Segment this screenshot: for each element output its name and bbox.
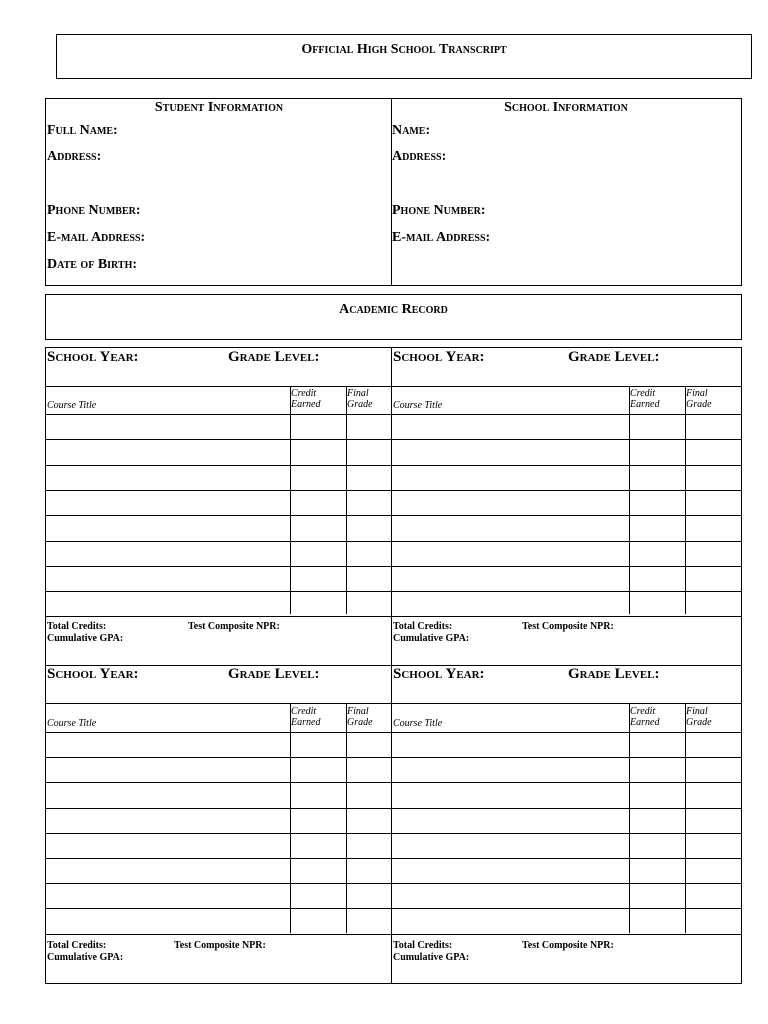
credit-column-line xyxy=(290,703,291,933)
final-grade-heading: Grade xyxy=(347,399,373,410)
grade-level-label: Grade Level: xyxy=(228,666,320,682)
academic-record-header xyxy=(45,294,742,340)
final-grade-heading: Grade xyxy=(686,399,712,410)
credit-earned-heading: Earned xyxy=(291,717,321,728)
school-name-label: Name: xyxy=(392,123,431,138)
final-grade-heading: Final xyxy=(686,706,708,717)
column-header-underline xyxy=(46,414,741,415)
credit-earned-heading: Credit xyxy=(291,706,317,717)
course-row-line xyxy=(46,591,741,592)
grade-column-line xyxy=(685,703,686,933)
course-row-line xyxy=(46,808,741,809)
course-title-heading: Course Title xyxy=(47,718,97,729)
final-grade-heading: Final xyxy=(347,706,369,717)
final-grade-heading: Final xyxy=(686,388,708,399)
course-row-line xyxy=(46,541,741,542)
grade-column-line xyxy=(346,703,347,933)
cumulative-gpa-label: Cumulative GPA: xyxy=(47,633,124,644)
info-section xyxy=(45,98,742,286)
course-row-line xyxy=(46,833,741,834)
school-year-underline xyxy=(46,703,741,704)
credit-column-line xyxy=(629,386,630,614)
student-info-heading: Student Information xyxy=(154,100,284,115)
course-title-heading: Course Title xyxy=(47,400,97,411)
credit-earned-heading: Credit xyxy=(630,706,656,717)
final-grade-heading: Grade xyxy=(347,717,373,728)
course-row-line xyxy=(46,490,741,491)
course-row-line xyxy=(46,515,741,516)
school-year-underline xyxy=(46,386,741,387)
course-row-line xyxy=(46,566,741,567)
student-phone-label: Phone Number: xyxy=(47,203,141,218)
school-info-heading: School Information xyxy=(504,100,628,115)
cumulative-gpa-label: Cumulative GPA: xyxy=(47,952,124,963)
cumulative-gpa-label: Cumulative GPA: xyxy=(393,952,470,963)
course-title-heading: Course Title xyxy=(393,400,443,411)
academic-record-grid xyxy=(45,347,742,984)
student-email-label: E-mail Address: xyxy=(47,230,146,245)
credit-earned-heading: Credit xyxy=(291,388,317,399)
course-row-line xyxy=(46,782,741,783)
grade-column-line xyxy=(685,386,686,614)
school-address-label: Address: xyxy=(392,149,447,164)
course-row-line xyxy=(46,883,741,884)
credit-earned-heading: Earned xyxy=(630,399,660,410)
total-credits-label: Total Credits: xyxy=(393,940,453,951)
total-credits-label: Total Credits: xyxy=(47,940,107,951)
test-composite-npr-label: Test Composite NPR: xyxy=(174,940,266,951)
grade-level-label: Grade Level: xyxy=(228,349,320,365)
grade-level-label: Grade Level: xyxy=(568,349,660,365)
credit-earned-heading: Earned xyxy=(291,399,321,410)
grade-level-label: Grade Level: xyxy=(568,666,660,682)
cumulative-gpa-label: Cumulative GPA: xyxy=(393,633,470,644)
course-row-line xyxy=(46,439,741,440)
course-row-line xyxy=(46,908,741,909)
credit-earned-heading: Credit xyxy=(630,388,656,399)
full-name-label: Full Name: xyxy=(47,123,118,138)
school-year-label: School Year: xyxy=(47,349,139,365)
test-composite-npr-label: Test Composite NPR: xyxy=(522,621,614,632)
student-address-label: Address: xyxy=(47,149,102,164)
course-row-line xyxy=(46,465,741,466)
school-phone-label: Phone Number: xyxy=(392,203,486,218)
final-grade-heading: Final xyxy=(347,388,369,399)
school-email-label: E-mail Address: xyxy=(392,230,491,245)
column-header-underline xyxy=(46,732,741,733)
grade-column-line xyxy=(346,386,347,614)
school-year-label: School Year: xyxy=(393,349,485,365)
credit-column-line xyxy=(290,386,291,614)
course-row-line xyxy=(46,934,741,935)
credit-column-line xyxy=(629,703,630,933)
school-year-label: School Year: xyxy=(393,666,485,682)
page-title: Official High School Transcript xyxy=(301,42,507,57)
credit-earned-heading: Earned xyxy=(630,717,660,728)
date-of-birth-label: Date of Birth: xyxy=(47,257,138,272)
course-title-heading: Course Title xyxy=(393,718,443,729)
total-credits-label: Total Credits: xyxy=(47,621,107,632)
test-composite-npr-label: Test Composite NPR: xyxy=(522,940,614,951)
course-row-line xyxy=(46,616,741,617)
transcript-title-box xyxy=(56,34,752,79)
course-row-line xyxy=(46,757,741,758)
test-composite-npr-label: Test Composite NPR: xyxy=(188,621,280,632)
school-year-label: School Year: xyxy=(47,666,139,682)
total-credits-label: Total Credits: xyxy=(393,621,453,632)
academic-record-heading: Academic Record xyxy=(339,302,448,317)
final-grade-heading: Grade xyxy=(686,717,712,728)
course-row-line xyxy=(46,858,741,859)
